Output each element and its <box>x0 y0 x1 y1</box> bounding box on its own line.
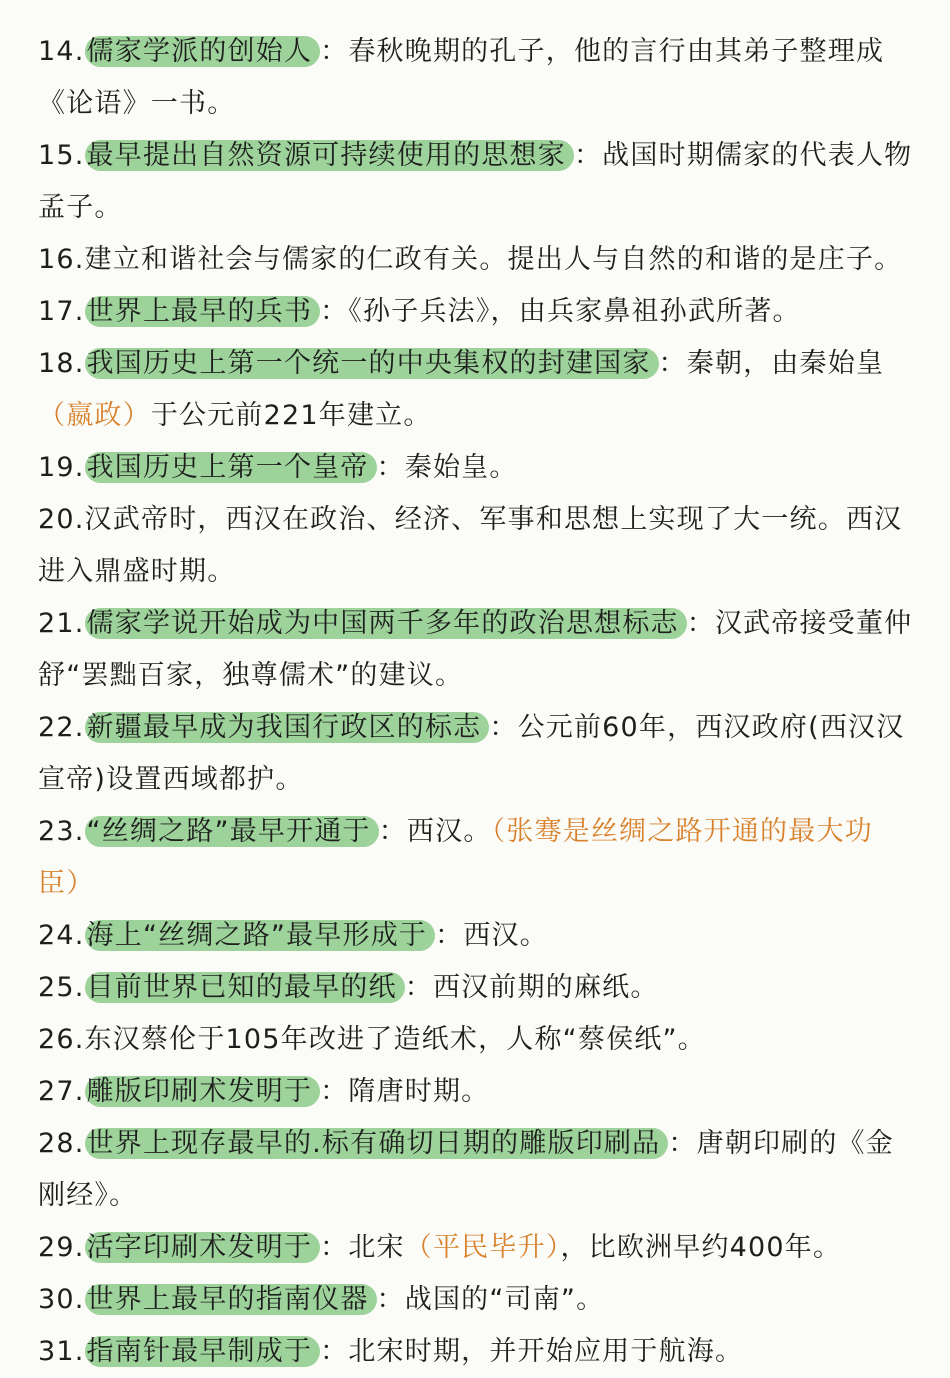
note-highlight: 儒家学说开始成为中国两千多年的政治思想标志 <box>85 608 687 639</box>
note-number: 23. <box>38 816 85 847</box>
note-item <box>38 338 914 442</box>
note-item <box>38 494 914 598</box>
note-item <box>38 598 914 702</box>
note-highlight: 雕版印刷术发明于 <box>85 1076 321 1107</box>
note-item <box>38 910 914 962</box>
note-number: 19. <box>38 452 85 483</box>
note-text: ：唐朝印刷的《金刚经》。 <box>38 1128 894 1211</box>
note-highlight: 世界上最早的兵书 <box>85 296 321 327</box>
note-item <box>38 286 914 338</box>
note-highlight: 指南针最早制成于 <box>85 1336 321 1367</box>
note-highlight: 世界上最早的指南仪器 <box>85 1284 377 1315</box>
note-number: 14. <box>38 36 85 67</box>
note-number: 24. <box>38 920 85 951</box>
note-number: 17. <box>38 296 85 327</box>
note-text: ：秦始皇。 <box>376 452 518 483</box>
note-text: ：西汉。 <box>378 816 492 847</box>
note-number: 16. <box>38 244 85 275</box>
note-text: ：北宋 <box>320 1232 405 1263</box>
note-highlight: 目前世界已知的最早的纸 <box>85 972 405 1003</box>
note-text: ：《孙子兵法》，由兵家鼻祖孙武所著。 <box>320 296 801 327</box>
note-text: ：北宋时期，并开始应用于航海。 <box>320 1336 744 1367</box>
note-number: 27. <box>38 1076 85 1107</box>
note-number: 30. <box>38 1284 85 1315</box>
note-text: 汉武帝时，西汉在政治、经济、军事和思想上实现了大一统。西汉进入鼎盛时期。 <box>38 504 903 587</box>
note-number: 22. <box>38 712 85 743</box>
note-number: 28. <box>38 1128 85 1159</box>
note-text: ：战国的“司南”。 <box>376 1284 605 1315</box>
note-highlight: “丝绸之路”最早开通于 <box>85 816 379 847</box>
note-item <box>38 1326 914 1378</box>
note-highlight: 海上“丝绸之路”最早形成于 <box>85 920 436 951</box>
note-text: ：春秋晚期的孔子，他的言行由其弟子整理成《论语》一书。 <box>38 36 885 119</box>
note-item <box>38 130 914 234</box>
note-item <box>38 806 914 910</box>
note-item <box>38 702 914 806</box>
note-highlight: 我国历史上第一个皇帝 <box>85 452 377 483</box>
note-text: ：战国时期儒家的代表人物孟子。 <box>38 140 913 223</box>
note-item <box>38 1066 914 1118</box>
note-number: 20. <box>38 504 85 535</box>
note-text: ：西汉。 <box>435 920 548 951</box>
note-highlight: 活字印刷术发明于 <box>85 1232 321 1263</box>
note-accent: （张骞是丝绸之路开通的最大功臣） <box>38 816 873 899</box>
note-item <box>38 26 914 130</box>
note-accent: （平民毕升） <box>404 1232 561 1263</box>
note-text: ：西汉前期的麻纸。 <box>404 972 659 1003</box>
note-highlight: 儒家学派的创始人 <box>85 36 321 67</box>
note-highlight: 世界上现存最早的.标有确切日期的雕版印刷品 <box>85 1128 669 1159</box>
note-item <box>38 1274 914 1326</box>
note-highlight: 我国历史上第一个统一的中央集权的封建国家 <box>85 348 659 379</box>
note-number: 25. <box>38 972 85 1003</box>
note-text-after: 于公元前221年建立。 <box>150 400 432 431</box>
note-text-after: ，比欧洲早约400年。 <box>560 1232 842 1263</box>
note-item <box>38 234 914 286</box>
note-item <box>38 962 914 1014</box>
note-number: 21. <box>38 608 85 639</box>
note-text: ：公元前60年，西汉政府(西汉汉宣帝)设置西域都护。 <box>38 712 905 795</box>
note-number: 29. <box>38 1232 85 1263</box>
note-number: 31. <box>38 1336 85 1367</box>
note-text: 东汉蔡伦于105年改进了造纸术，人称“蔡侯纸”。 <box>84 1024 706 1055</box>
note-item <box>38 442 914 494</box>
note-highlight: 最早提出自然资源可持续使用的思想家 <box>85 140 574 171</box>
note-accent: （嬴政） <box>38 400 151 431</box>
note-number: 18. <box>38 348 85 379</box>
note-text: ：隋唐时期。 <box>320 1076 490 1107</box>
note-item <box>38 1014 914 1066</box>
note-text: 建立和谐社会与儒家的仁政有关。提出人与自然的和谐的是庄子。 <box>84 244 903 275</box>
note-text: ：秦朝，由秦始皇 <box>658 348 885 379</box>
note-item <box>38 1118 914 1222</box>
note-item <box>38 1222 914 1274</box>
note-number: 26. <box>38 1024 85 1055</box>
note-number: 15. <box>38 140 85 171</box>
note-text: ：汉武帝接受董仲舒“罢黜百家，独尊儒术”的建议。 <box>38 608 913 691</box>
note-highlight: 新疆最早成为我国行政区的标志 <box>85 712 490 743</box>
